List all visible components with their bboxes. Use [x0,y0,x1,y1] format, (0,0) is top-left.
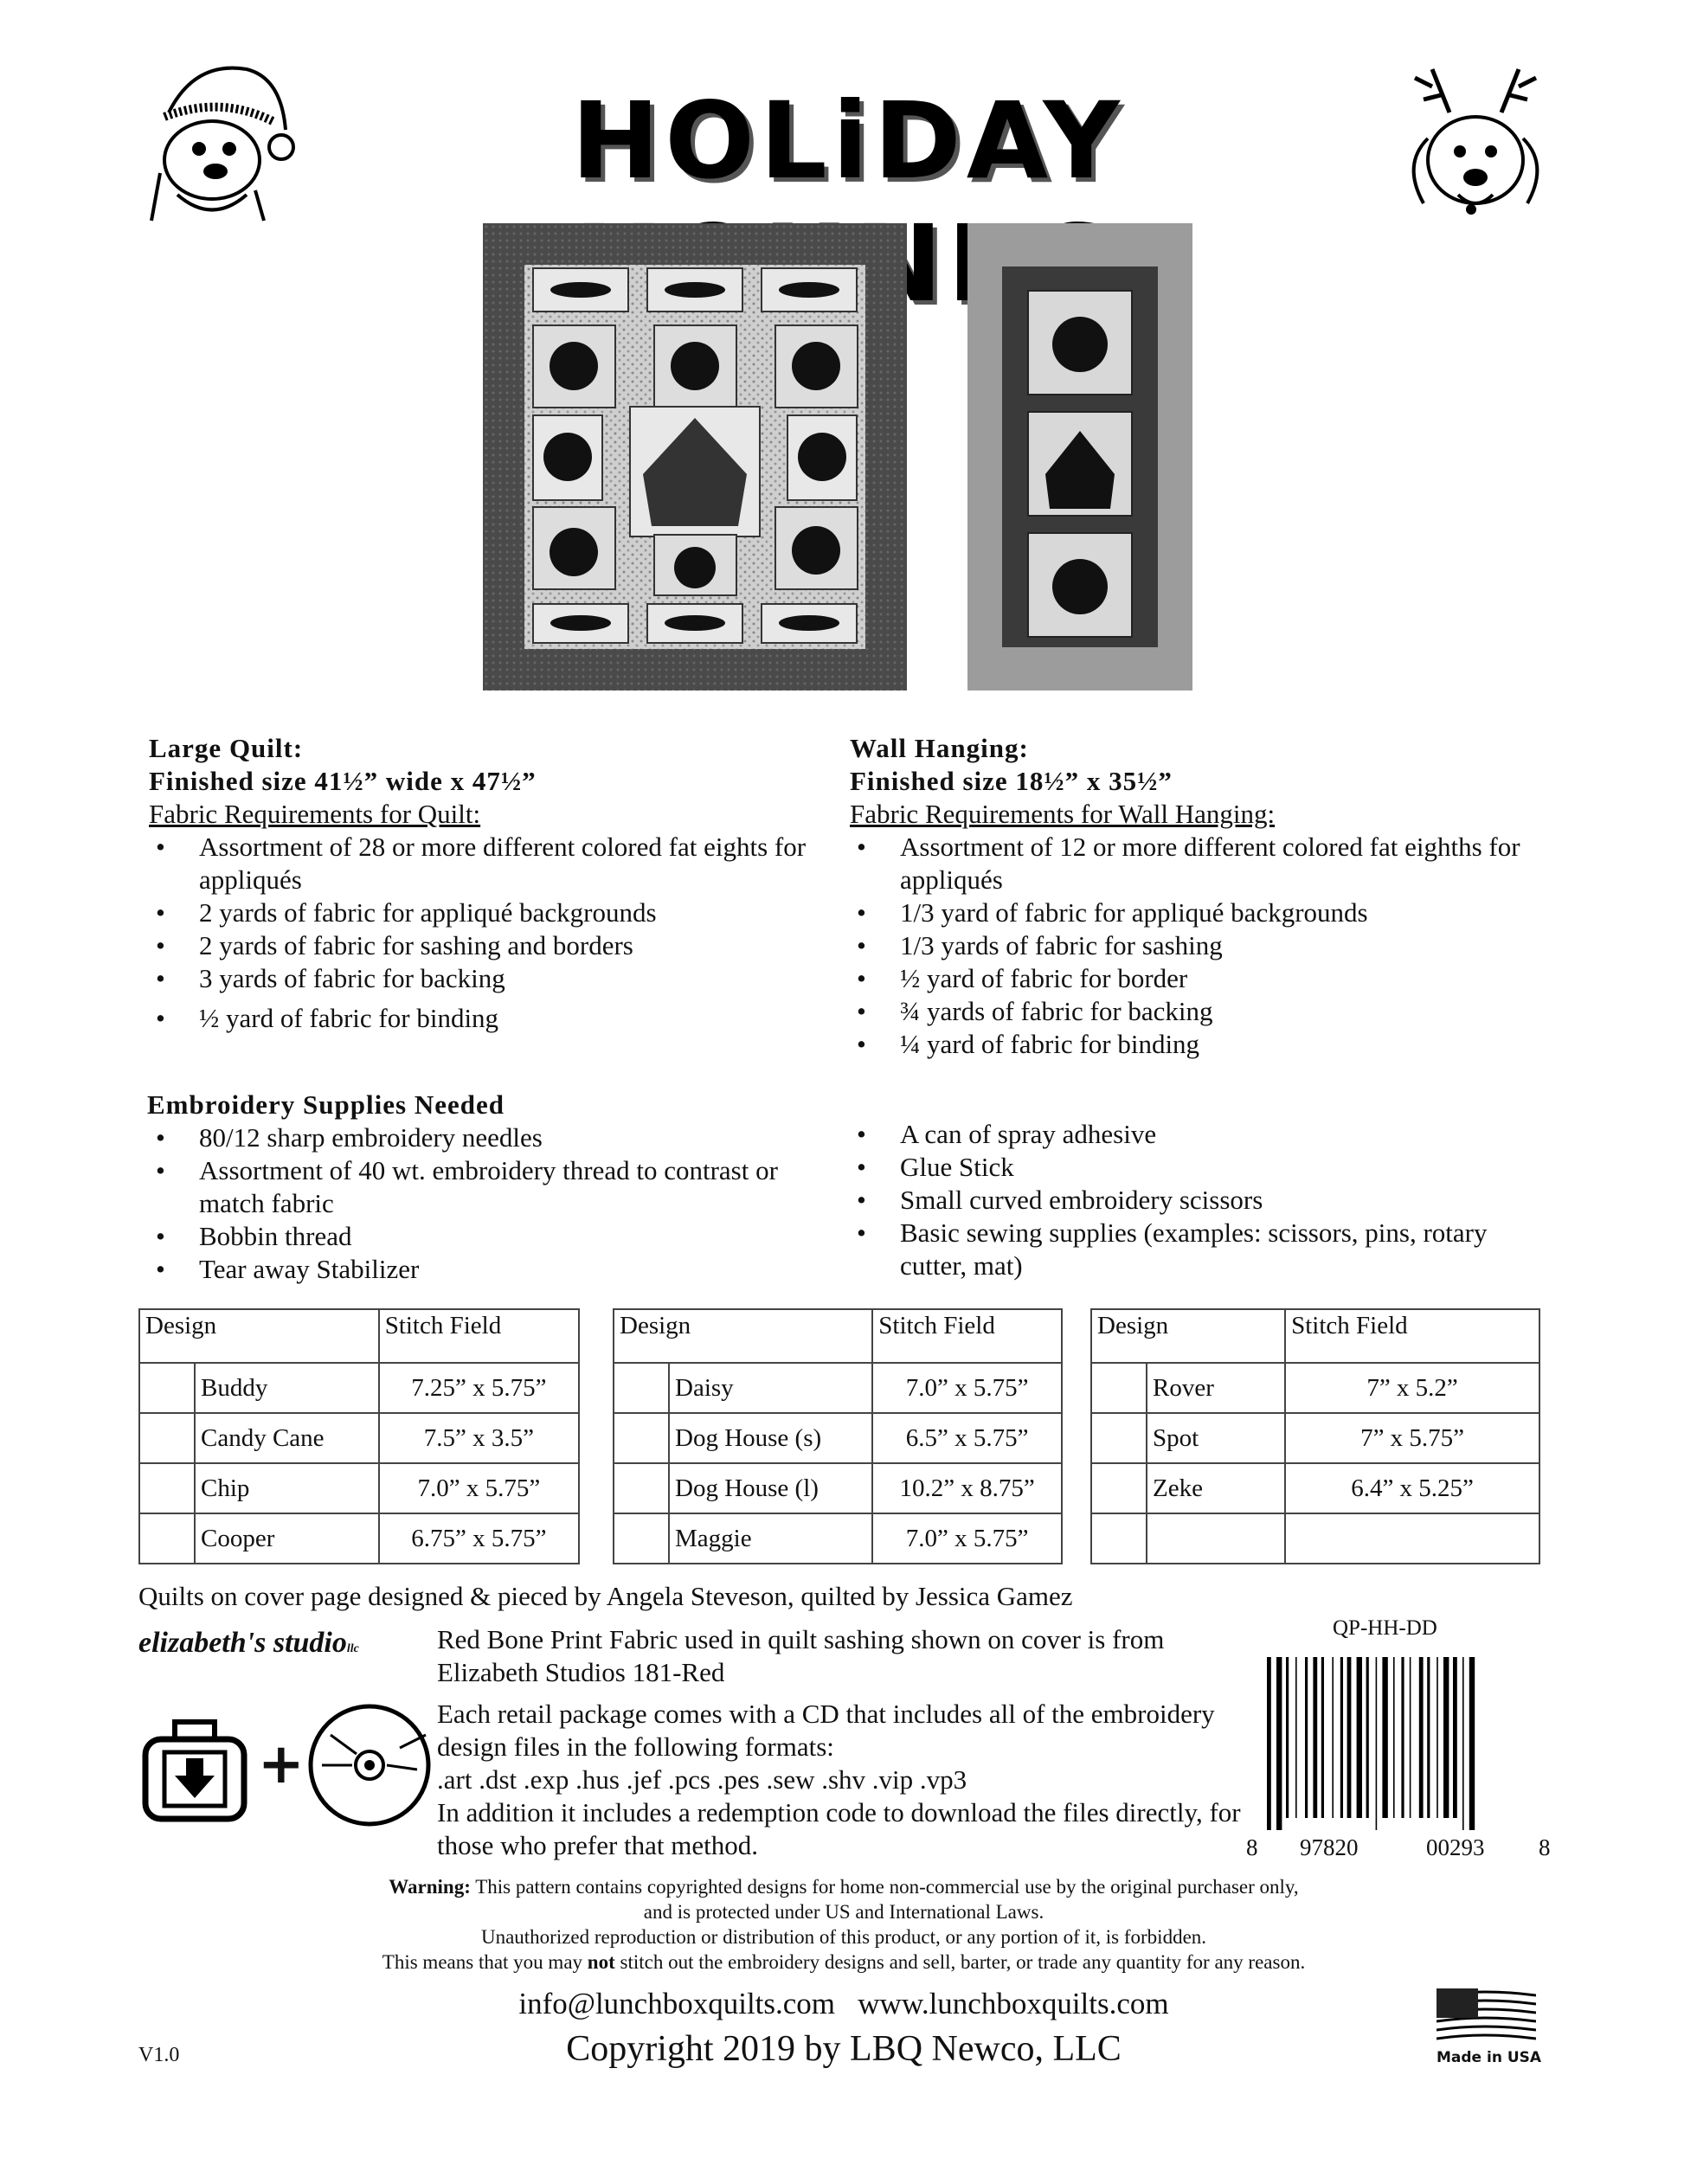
stitch-field: 6.75” x 5.75” [379,1513,579,1564]
reindeer-hound-icon [1398,52,1553,234]
barcode-bar [1462,1657,1464,1830]
barcode-bar [1382,1657,1387,1818]
design-name: Buddy [195,1363,379,1413]
stitch-field: 7” x 5.2” [1285,1363,1539,1413]
barcode-bar [1410,1657,1411,1818]
list-item: • ¼ yard of fabric for binding [850,1028,1542,1061]
hound-icon [1102,1367,1136,1402]
col-stitch-field: Stitch Field [1285,1309,1539,1363]
table-row [139,1513,579,1564]
design-name: Cooper [195,1513,379,1564]
santa-hound-icon [143,52,299,225]
cd-icon [305,1700,434,1830]
design-name: Rover [1147,1363,1285,1413]
wall-hanging-size: Finished size 18½” x 35½” [850,766,1173,796]
page-title: HOLiDAY [571,80,1125,202]
elizabeth-studio-logo: elizabeth's studiollc [138,1627,359,1659]
large-quilt-section [149,732,841,1035]
supplies-right-list [850,1118,1542,1282]
table-row [139,1463,579,1513]
barcode-bar [1276,1657,1282,1830]
barcode-bar [1419,1657,1424,1818]
barcode-bar [1357,1657,1362,1818]
list-item: • ¾ yards of fabric for backing [850,995,1542,1028]
design-name: Dog House (l) [669,1463,872,1513]
made-in-usa: Made in USA [1437,2049,1542,2066]
stitch-field: 7.0” x 5.75” [379,1463,579,1513]
plus-icon: + [258,1732,305,1796]
list-item: • 80/12 sharp embroidery needles [149,1121,841,1154]
stitch-field: 7.0” x 5.75” [872,1363,1062,1413]
barcode-bar [1313,1657,1317,1818]
large-quilt-photo [483,223,907,691]
table-row [614,1463,1062,1513]
barcode-bar [1332,1657,1334,1818]
stitch-table-3 [1090,1308,1540,1564]
wall-hanging-heading: Wall Hanging: [850,733,1029,763]
col-stitch-field: Stitch Field [872,1309,1062,1363]
list-item: • Bobbin thread [149,1220,841,1253]
list-item: • Tear away Stabilizer [149,1253,841,1286]
us-flag-icon [1437,1988,1536,2047]
barcode-bar [1427,1657,1430,1818]
stitch-field: 6.5” x 5.75” [872,1413,1062,1463]
design-name: Spot [1147,1413,1285,1463]
barcode-bar [1393,1657,1395,1818]
stitch-field: 10.2” x 8.75” [872,1463,1062,1513]
list-item: • 3 yards of fabric for backing [149,962,841,995]
barcode-bar [1437,1657,1438,1818]
barcode-bar [1443,1657,1449,1818]
credits: Quilts on cover page designed & pieced by Angela Steveson, quilted by Jessica Gamez [138,1581,1073,1611]
design-name: Chip [195,1463,379,1513]
stitch-field: 6.4” x 5.25” [1285,1463,1539,1513]
list-item: • ½ yard of fabric for binding [149,1002,841,1035]
candy-cane-bone-icon [150,1417,184,1452]
hound-icon [1102,1417,1136,1452]
barcode [1263,1657,1540,1830]
col-design: Design [1091,1309,1285,1363]
dog-house-icon [624,1468,659,1502]
table-row [139,1363,579,1413]
design-name: Candy Cane [195,1413,379,1463]
stitch-field: 7” x 5.75” [1285,1413,1539,1463]
barcode-bar [1347,1657,1352,1818]
table-row [614,1413,1062,1463]
stitch-table-1 [138,1308,580,1564]
table-row [614,1363,1062,1413]
list-item: • ½ yard of fabric for border [850,962,1542,995]
list-item: • 1/3 yards of fabric for sashing [850,929,1542,962]
hound-icon [150,1367,184,1402]
stitch-table-2 [613,1308,1063,1564]
copyright: Copyright 2019 by LBQ Newco, LLC [566,2029,1122,2069]
list-item: • Assortment of 40 wt. embroidery thread to contrast or match fabric [149,1154,841,1220]
table-row [614,1513,1062,1564]
supplies-heading: Embroidery Supplies Needed [147,1089,505,1120]
design-name: Dog House (s) [669,1413,872,1463]
contact-info[interactable]: info@lunchboxquilts.com www.lunchboxquilts.com [518,1987,1169,2020]
wall-hanging-req-title: Fabric Requirements for Wall Hanging: [850,799,1276,829]
list-item: • Small curved embroidery scissors [850,1184,1542,1217]
barcode-bar [1366,1657,1369,1818]
barcode-bar [1295,1657,1297,1818]
barcode-bar [1401,1657,1404,1818]
barcode-bar [1286,1657,1289,1818]
large-quilt-req-list [149,831,841,1035]
barcode-bar [1267,1657,1271,1830]
fabric-note: Red Bone Print Fabric used in quilt sashing shown on cover is from Elizabeth Studios 181-Red [437,1624,1165,1687]
design-name: Daisy [669,1363,872,1413]
design-name: Maggie [669,1513,872,1564]
wall-hanging-section [850,732,1542,1061]
table-row [1091,1463,1539,1513]
barcode-bar [1453,1657,1457,1818]
list-item: • A can of spray adhesive [850,1118,1542,1151]
list-item: • Assortment of 28 or more different colored fat eights for appliqués [149,831,841,896]
dog-house-icon [624,1417,659,1452]
table-row [1091,1513,1539,1564]
wall-hanging-req-list [850,831,1542,1061]
col-stitch-field: Stitch Field [379,1309,579,1363]
barcode-bar [1321,1657,1324,1818]
large-quilt-req-title: Fabric Requirements for Quilt: [149,799,481,829]
hound-icon [1102,1468,1136,1502]
hound-icon [150,1468,184,1502]
hound-icon [624,1367,659,1402]
list-item: • Assortment of 12 or more different colored fat eighths for appliqués [850,831,1542,896]
design-name: Zeke [1147,1463,1285,1513]
barcode-bar [1469,1657,1475,1830]
table-row [1091,1363,1539,1413]
hound-icon [624,1518,659,1552]
barcode-bar [1376,1657,1378,1830]
table-row [139,1413,579,1463]
large-quilt-heading: Large Quilt: [149,733,304,763]
version: V1.0 [138,2044,180,2066]
col-design: Design [614,1309,872,1363]
warning-text: Warning: This pattern contains copyrighted designs for home non-commercial use by the original purchaser only, and is protected under US and International Laws. Unauthorized reproduction or distribution of this product, or any portion of it, is forbidden. This means that you may not stitch out the embroidery designs and sell, barter, or trade any quantity for any reason. [382,1876,1306,1973]
hound-icon [150,1518,184,1552]
stitch-field: 7.0” x 5.75” [872,1513,1062,1564]
list-item: • Basic sewing supplies (examples: scissors, pins, rotary cutter, mat) [850,1217,1542,1282]
col-design: Design [139,1309,379,1363]
cd-note: Each retail package comes with a CD that includes all of the embroidery design files in the following formats: .art .dst .exp .hus .jef .pcs .pes .sew .shv .vip .vp3 In addition it includes a redemption code to download the files directly, for those who prefer that method. [437,1699,1241,1860]
stitch-field: 7.25” x 5.75” [379,1363,579,1413]
sku-code: QP-HH-DD [1333,1616,1437,1640]
large-quilt-size: Finished size 41½” wide x 47½” [149,766,537,796]
table-row [1091,1413,1539,1463]
list-item: • 2 yards of fabric for appliqué backgrounds [149,896,841,929]
stitch-field: 7.5” x 3.5” [379,1413,579,1463]
list-item: • 1/3 yard of fabric for appliqué backgrounds [850,896,1542,929]
lunchbox-download-icon [138,1713,251,1826]
design-name [1147,1513,1285,1564]
barcode-bar [1340,1657,1343,1818]
barcode-bar [1305,1657,1308,1818]
stitch-field [1285,1513,1539,1564]
list-item: • Glue Stick [850,1151,1542,1184]
list-item: • 2 yards of fabric for sashing and borders [149,929,841,962]
wall-hanging-photo [967,223,1192,691]
supplies-left-list [149,1121,841,1286]
